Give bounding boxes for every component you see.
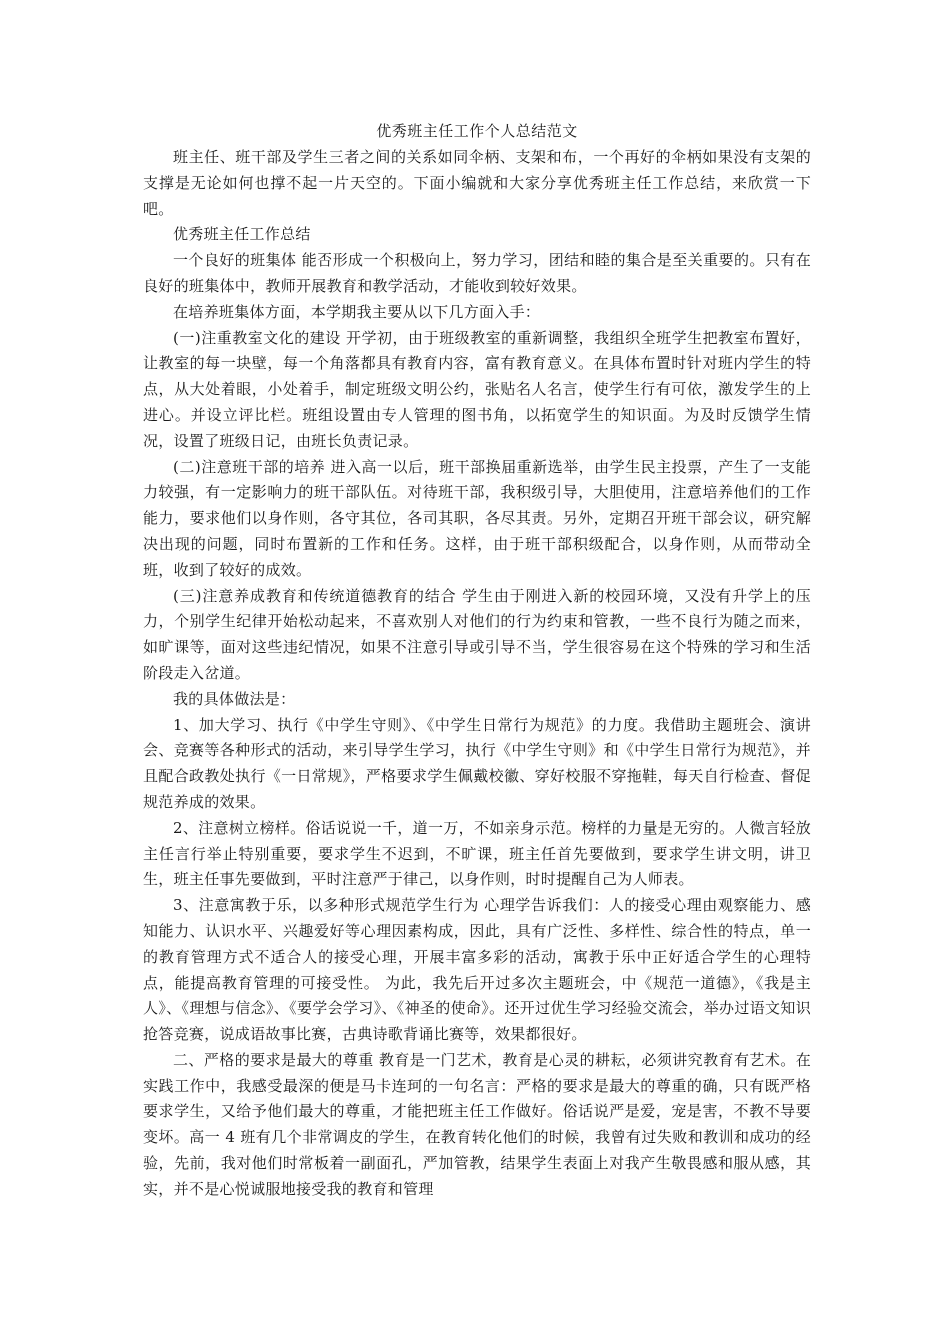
document-title: 优秀班主任工作个人总结范文 [376, 122, 578, 140]
body-paragraph: 2、注意树立榜样。俗话说说一千，道一万，不如亲身示范。榜样的力量是无穷的。人微言轻放主任言行举止特别重要，要求学生不迟到，不旷课，班主任首先要做到，要求学生讲文明，讲卫生，班主任事先要做到，平时注意严于律己，以身作则，时时提醒自己为人师表。 [143, 818, 811, 889]
body-paragraph: 一个良好的班集体 能否形成一个积极向上，努力学习，团结和睦的集合是至关重要的。只有在良好的班集体中，教师开展教育和教学活动，才能收到较好效果。 [143, 251, 811, 295]
body-paragraph: 1、加大学习、执行《中学生守则》、《中学生日常行为规范》的力度。我借助主题班会、演讲会、竞赛等各种形式的活动，来引导学生学习，执行《中学生守则》和《中学生日常行为规范》，并且配合政教处执行《一日常规》，严格要求学生佩戴校徽、穿好校服不穿拖鞋，每天自行检查、督促规范养成的效果。 [143, 715, 811, 811]
body-paragraph: 二、严格的要求是最大的尊重 教育是一门艺术，教育是心灵的耕耘，必须讲究教育有艺术。在实践工作中，我感受最深的便是马卡连珂的一句名言：严格的要求是最大的尊重的确，只有既严格要求学生，又给予他们最大的尊重，才能把班主任工作做好。俗话说严是爱，宠是害，不教不导要变坏。高一 4 班有几个非常调皮的学生，在教育转化他们的时候，我曾有过失败和教训和成功的经验，先前，我对他们时常板着一副面孔，严加管教，结果学生表面上对我产生敬畏感和服从感，其实，并不是心悦诚服地接受我的教育和管理 [143, 1050, 811, 1198]
body-paragraph: 我的具体做法是： [173, 689, 296, 708]
body-paragraph: 3、注意寓教于乐，以多种形式规范学生行为 心理学告诉我们：人的接受心理由观察能力、感知能力、认识水平、兴趣爱好等心理因素构成，因此，具有广泛性、多样性、综合性的特点，单一的教育管理方式不适合人的接受心理，开展丰富多彩的活动，寓教于乐中正好适合学生的心理特点，能提高教育管理的可接受性。 为此，我先后开过多次主题班会，中《规范一道德》，《我是主人》、《理想与信念》、《要学会学习》、《神圣的使命》。还开过优生学习经验交流会，举办过语文知识抢答竞赛，说成语故事比赛，古典诗歌背诵比赛等，效果都很好。 [143, 896, 811, 1044]
body-paragraph: (三)注意养成教育和传统道德教育的结合 学生由于刚进入新的校园环境，又没有升学上的压力，个别学生纪律开始松动起来，不喜欢别人对他们的行为约束和管教，一些不良行为随之而来，如旷课等，面对这些违纪情况，如果不注意引导或引导不当，学生很容易在这个特殊的学习和生活阶段走入岔道。 [143, 586, 811, 682]
body-paragraph: (二)注意班干部的培养 进入高一以后，班干部换届重新选举，由学生民主投票，产生了一支能力较强，有一定影响力的班干部队伍。对待班干部，我积级引导，大胆使用，注意培养他们的工作能力，要求他们以身作则，各守其位，各司其职，各尽其责。另外，定期召开班干部会议，研究解决出现的问题，同时布置新的工作和任务。这样，由于班干部积级配合，以身作则，从而带动全班，收到了较好的成效。 [143, 457, 811, 579]
body-paragraph: 在培养班集体方面，本学期我主要从以下几方面入手： [173, 302, 541, 321]
section-heading: 优秀班主任工作总结 [173, 225, 311, 244]
intro-paragraph: 班主任、班干部及学生三者之间的关系如同伞柄、支架和布，一个再好的伞柄如果没有支架的支撑是无论如何也撑不起一片天空的。下面小编就和大家分享优秀班主任工作总结，来欣赏一下吧。 [143, 148, 811, 218]
body-paragraph: (一)注重教室文化的建设 开学初，由于班级教室的重新调整，我组织全班学生把教室布置好，让教室的每一块壁，每一个角落都具有教育内容，富有教育意义。在具体布置时针对班内学生的特点，从大处着眼，小处着手，制定班级文明公约，张贴名人名言，使学生行有可依，激发学生的上进心。并设立评比栏。班组设置由专人管理的图书角，以拓宽学生的知识面。为及时反馈学生情况，设置了班级日记，由班长负责记录。 [143, 328, 811, 450]
document-page [143, 118, 811, 1203]
